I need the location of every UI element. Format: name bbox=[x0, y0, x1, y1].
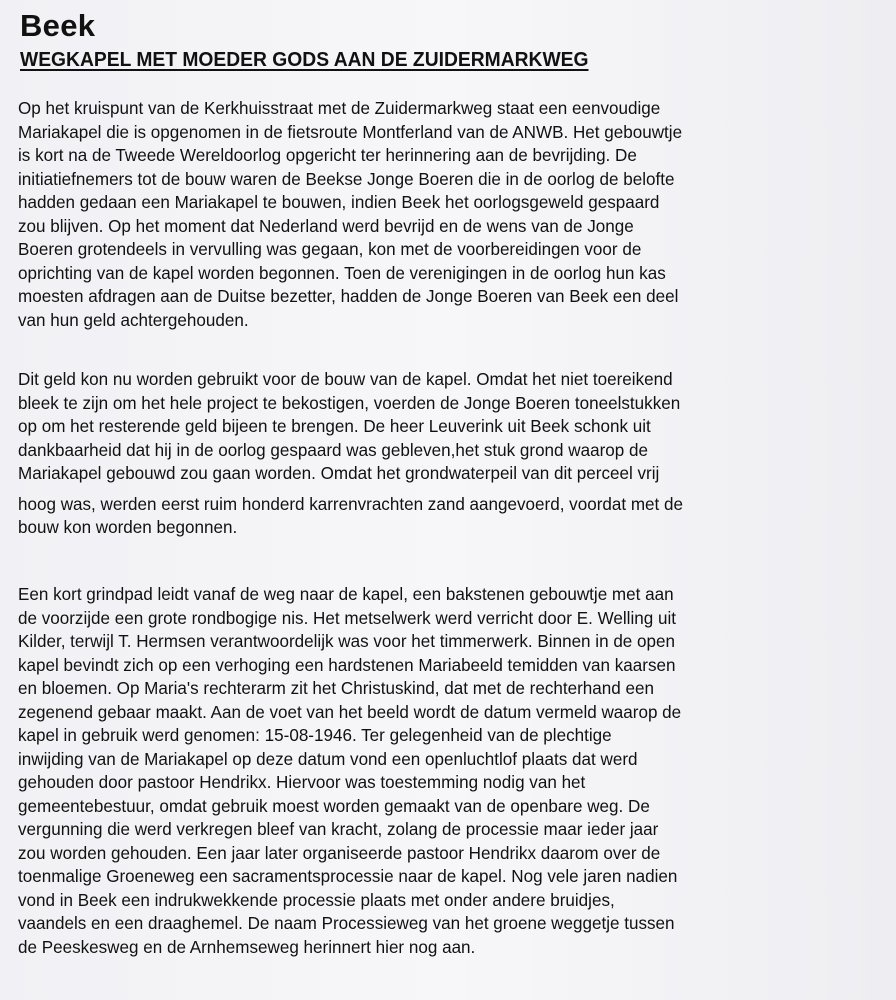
text-line: en bloemen. Op Maria's rechterarm zit het Christuskind, dat met de rechterhand een bbox=[18, 678, 654, 698]
text-line: zou blijven. Op het moment dat Nederland werd bevrijd en de wens van de Jonge bbox=[18, 215, 634, 236]
text-line: oprichting van de kapel worden begonnen. Toen de verenigingen in de oorlog hun kas bbox=[18, 262, 666, 283]
text-line: vergunning die werd verkregen bleef van kracht, zolang de processie maar ieder jaar bbox=[18, 819, 659, 839]
text-line: Boeren grotendeels in vervulling was gegaan, kon met de voorbereidingen voor de bbox=[18, 239, 642, 259]
text-line: Een kort grindpad leidt vanaf de weg naar de kapel, een bakstenen gebouwtje met aan bbox=[18, 584, 674, 604]
text-line: op om het resterende geld bijeen te brengen. De heer Leuverink uit Beek schonk uit bbox=[18, 416, 651, 436]
document-subtitle: WEGKAPEL MET MOEDER GODS AAN DE ZUIDERMARKWEG bbox=[20, 48, 589, 71]
text-line: van hun geld achtergehouden. bbox=[18, 309, 249, 330]
text-line: zou worden gehouden. Een jaar later organiseerde pastoor Hendrikx daarom over de bbox=[18, 842, 661, 863]
text-line: de voorzijde een grote rondbogige nis. Het metselwerk werd verricht door E. Welling uit bbox=[18, 607, 677, 628]
text-line: bouw kon worden begonnen. bbox=[18, 517, 238, 537]
text-line: gemeentebestuur, omdat gebruik moest worden gemaakt van de openbare weg. De bbox=[18, 795, 650, 816]
text-line: de Peeskesweg en de Arnhemseweg herinnert hier nog aan. bbox=[18, 936, 476, 957]
paragraph-3 bbox=[18, 583, 702, 959]
text-line: Dit geld kon nu worden gebruikt voor de bouw van de kapel. Omdat het niet toereikend bbox=[18, 369, 673, 389]
text-line: toenmalige Groeneweg een sacramentsprocessie naar de kapel. Nog vele jaren nadien bbox=[18, 866, 678, 886]
text-line: Kilder, terwijl T. Hermsen verantwoordelijk was voor het timmerwerk. Binnen in de open bbox=[18, 631, 676, 651]
text-line: Mariakapel gebouwd zou gaan worden. Omdat het grondwaterpeil van dit perceel vrij bbox=[18, 463, 660, 483]
text-line: dankbaarheid dat hij in de oorlog gespaard was gebleven,het stuk grond waarop de bbox=[18, 439, 648, 460]
text-line: moesten afdragen aan de Duitse bezetter, hadden de Jonge Boeren van Beek een deel bbox=[18, 286, 679, 306]
text-line: inwijding van de Mariakapel op deze datum vond een openluchtlof plaats dat werd bbox=[18, 748, 638, 769]
text-line: Op het kruispunt van de Kerkhuisstraat met de Zuidermarkweg staat een eenvoudige bbox=[18, 98, 661, 118]
text-line: bleek te zijn om het hele project te bekostigen, voerden de Jonge Boeren toneelstukken bbox=[18, 392, 681, 413]
text-line: hoog was, werden eerst ruim honderd karrenvrachten zand aangevoerd, voordat met de bbox=[18, 493, 684, 514]
text-line: gehouden door pastoor Hendrikx. Hiervoor was toestemming nodig van het bbox=[18, 772, 586, 792]
text-line: vaandels en een draaghemel. De naam Processieweg van het groene weggetje tussen bbox=[18, 913, 675, 933]
text-line: kapel bevindt zich op een verhoging een hardstenen Mariabeeld temidden van kaarsen bbox=[18, 654, 676, 675]
text-line: is kort na de Tweede Wereldoorlog opgericht ter herinnering aan de bevrijding. De bbox=[18, 145, 637, 165]
text-line: Mariakapel die is opgenomen in de fietsroute Montferland van de ANWB. Het gebouwtje bbox=[18, 121, 683, 142]
text-line: hadden gedaan een Mariakapel te bouwen, indien Beek het oorlogsgeweld gespaard bbox=[18, 192, 660, 212]
text-line: vond in Beek een indrukwekkende processie plaats met onder andere bruidjes, bbox=[18, 889, 615, 910]
text-line: kapel in gebruik werd genomen: 15-08-1946. Ter gelegenheid van de plechtige bbox=[18, 725, 612, 745]
text-line: initiatiefnemers tot de bouw waren de Beekse Jonge Boeren die in de oorlog de belofte bbox=[18, 168, 675, 189]
paragraph-2 bbox=[18, 368, 704, 540]
paragraph-1 bbox=[18, 97, 703, 332]
document-title: Beek bbox=[20, 8, 96, 43]
text-line: zegenend gebaar maakt. Aan de voet van het beeld wordt de datum vermeld waarop de bbox=[18, 701, 682, 722]
